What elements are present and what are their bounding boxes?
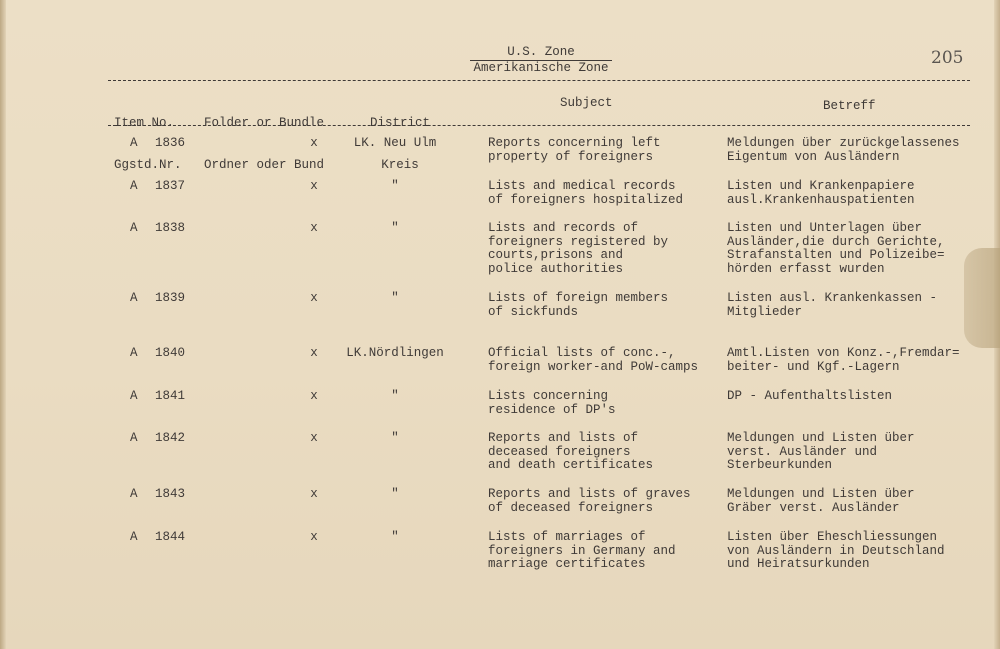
column-header-district-en: District	[369, 116, 430, 130]
cell-betreff: Listen und Krankenpapiere ausl.Krankenhauspatienten	[727, 179, 915, 207]
cell-bundle: x	[310, 291, 318, 305]
cell-district: "	[391, 389, 399, 403]
page-left-edge	[0, 0, 6, 649]
cell-number: 1841	[155, 389, 186, 403]
cell-district: "	[391, 179, 399, 193]
column-header-betreff: Betreff	[823, 99, 876, 113]
cell-bundle: x	[310, 179, 318, 193]
cell-prefix: A	[130, 179, 138, 193]
column-header-item-no-de: Ggstd.Nr.	[114, 158, 182, 172]
column-header-folder-de: Ordner oder Bund	[204, 158, 325, 172]
zone-german: Amerikanische Zone	[473, 61, 609, 75]
cell-district: "	[391, 291, 399, 305]
cell-subject: Reports and lists of deceased foreigners and death certificates	[488, 431, 654, 473]
cell-district: "	[391, 431, 399, 445]
column-header-district-de: Kreis	[381, 158, 419, 172]
cell-district: LK. Neu Ulm	[353, 136, 437, 150]
cell-number: 1837	[155, 179, 186, 193]
zone-english: U.S. Zone	[470, 45, 612, 61]
column-header-item-no-en: Item No.	[114, 116, 175, 130]
cell-betreff: Amtl.Listen von Konz.-,Fremdar= beiter- und Kgf.-Lagern	[727, 346, 960, 374]
cell-prefix: A	[130, 530, 138, 544]
cell-district: "	[391, 221, 399, 235]
header-rule-top	[108, 80, 970, 81]
cell-betreff: Listen über Eheschliessungen von Ausländern in Deutschland und Heiratsurkunden	[727, 530, 945, 572]
cell-prefix: A	[130, 346, 138, 360]
cell-bundle: x	[310, 487, 318, 501]
cell-subject: Lists of marriages of foreigners in Germany and marriage certificates	[488, 530, 676, 572]
cell-number: 1839	[155, 291, 186, 305]
cell-bundle: x	[310, 431, 318, 445]
cell-betreff: Meldungen und Listen über verst. Ausländer und Sterbeurkunden	[727, 431, 915, 473]
cell-district: "	[391, 530, 399, 544]
cell-prefix: A	[130, 487, 138, 501]
cell-prefix: A	[130, 389, 138, 403]
cell-subject: Official lists of conc.-, foreign worker-and PoW-camps	[488, 346, 699, 374]
cell-subject: Lists and medical records of foreigners hospitalized	[488, 179, 684, 207]
cell-bundle: x	[310, 136, 318, 150]
cell-bundle: x	[310, 530, 318, 544]
cell-district: LK.Nördlingen	[346, 346, 444, 360]
cell-district: "	[391, 487, 399, 501]
cell-prefix: A	[130, 136, 138, 150]
cell-number: 1842	[155, 431, 186, 445]
cell-subject: Reports and lists of graves of deceased foreigners	[488, 487, 691, 515]
column-header-folder-en: Folder or Bundle	[204, 116, 325, 130]
cell-bundle: x	[310, 389, 318, 403]
cell-subject: Lists of foreign members of sickfunds	[488, 291, 669, 319]
index-tab	[964, 248, 1000, 348]
page-number: 205	[931, 48, 964, 68]
cell-betreff: DP - Aufenthaltslisten	[727, 389, 893, 403]
cell-number: 1840	[155, 346, 186, 360]
cell-prefix: A	[130, 291, 138, 305]
cell-betreff: Listen ausl. Krankenkassen - Mitglieder	[727, 291, 938, 319]
header-rule-bottom	[108, 125, 970, 126]
column-header-subject: Subject	[560, 96, 613, 110]
zone-heading	[466, 45, 616, 76]
cell-number: 1843	[155, 487, 186, 501]
cell-number: 1844	[155, 530, 186, 544]
cell-number: 1838	[155, 221, 186, 235]
cell-prefix: A	[130, 221, 138, 235]
cell-number: 1836	[155, 136, 186, 150]
cell-betreff: Meldungen über zurückgelassenes Eigentum von Ausländern	[727, 136, 960, 164]
cell-subject: Lists concerning residence of DP's	[488, 389, 616, 417]
cell-prefix: A	[130, 431, 138, 445]
cell-betreff: Meldungen und Listen über Gräber verst. Ausländer	[727, 487, 915, 515]
cell-betreff: Listen und Unterlagen über Ausländer,die durch Gerichte, Strafanstalten und Polizeibe= hörden erfasst wurden	[727, 221, 945, 276]
cell-subject: Lists and records of foreigners registered by courts,prisons and police authorities	[488, 221, 669, 276]
cell-bundle: x	[310, 221, 318, 235]
cell-subject: Reports concerning left property of foreigners	[488, 136, 661, 164]
cell-bundle: x	[310, 346, 318, 360]
